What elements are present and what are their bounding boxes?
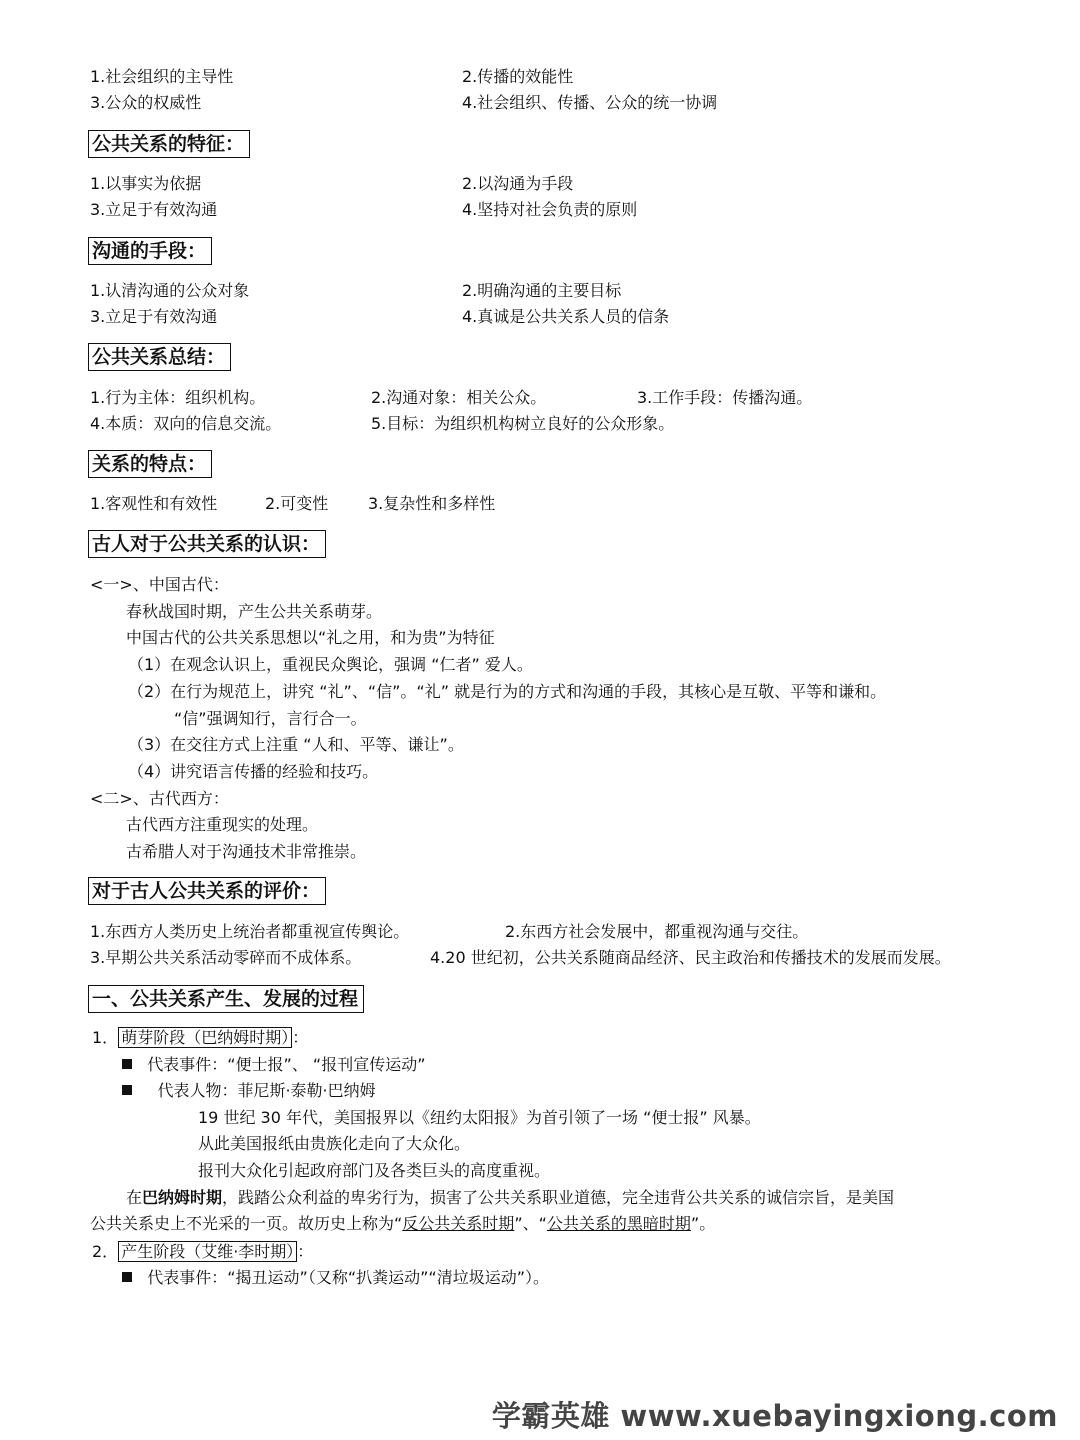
para-text: ，践踏公众利益的卑劣行为，损害了公共关系职业道德，完全违背公共关系的诚信宗旨，是美国 — [222, 1188, 895, 1207]
traits-item-3: 3.复杂性和多样性 — [368, 494, 496, 513]
stage1-bullet — [122, 1055, 426, 1075]
evaluation-item-3: 3.早期公共关系活动零碎而不成体系。 — [90, 948, 362, 967]
summary-item-1: 1.行为主体：组织机构。 — [90, 388, 266, 407]
square-bullet-icon — [122, 1059, 132, 1069]
summary-heading: 公共关系总结： — [88, 343, 231, 371]
features-item-1: 1.以事实为依据 — [90, 174, 202, 193]
ancients-line: （3）在交往方式上注重 “人和、平等、谦让”。 — [128, 735, 464, 754]
intro-item-3: 3.公众的权威性 — [90, 93, 202, 112]
ancients-line: （4）讲究语言传播的经验和技巧。 — [128, 762, 379, 781]
means-heading: 沟通的手段： — [88, 237, 212, 265]
square-bullet-icon — [122, 1272, 132, 1282]
para-text: ”、“ — [514, 1214, 547, 1233]
stage1-sub-line: 从此美国报纸由贵族化走向了大众化。 — [198, 1134, 471, 1153]
intro-item-2: 2.传播的效能性 — [462, 67, 574, 86]
summary-item-2: 2.沟通对象：相关公众。 — [371, 388, 547, 407]
features-item-4: 4.坚持对社会负责的原则 — [462, 200, 638, 219]
ancients-line: <二>、古代西方： — [90, 789, 229, 808]
means-item-3: 3.立足于有效沟通 — [90, 307, 218, 326]
features-item-2: 2.以沟通为手段 — [462, 174, 574, 193]
para-text: ”。 — [690, 1214, 716, 1233]
dark-period: 公共关系的黑暗时期 — [546, 1214, 691, 1233]
summary-item-4: 4.本质：双向的信息交流。 — [90, 414, 282, 433]
ancients-line: <一>、中国古代： — [90, 575, 229, 594]
stage1-bullet — [122, 1081, 376, 1101]
stage2-title: 产生阶段（艾维·李时期） — [118, 1241, 297, 1262]
features-heading: 公共关系的特征： — [88, 130, 250, 158]
means-item-2: 2.明确沟通的主要目标 — [462, 281, 622, 300]
traits-item-1: 1.客观性和有效性 — [90, 494, 218, 513]
stage1-number: 1． — [92, 1028, 119, 1047]
stage2-colon: ： — [297, 1242, 314, 1261]
summary-item-3: 3.工作手段：传播沟通。 — [637, 388, 813, 407]
para-bold: 巴纳姆时期 — [142, 1188, 223, 1207]
evaluation-heading: 对于古人公共关系的评价： — [88, 877, 326, 905]
stage2-bullet — [122, 1268, 549, 1288]
stage2-number: 2． — [92, 1242, 119, 1261]
intro-item-1: 1.社会组织的主导性 — [90, 67, 234, 86]
ancients-line: （2）在行为规范上，讲究 “礼”、“信”。“礼” 就是行为的方式和沟通的手段，其核心是互敬、平等和谦和。 — [128, 682, 887, 701]
stage1-title: 萌芽阶段（巴纳姆时期） — [118, 1027, 292, 1048]
para-text: 公共关系史上不光采的一页。故历史上称为“ — [90, 1214, 403, 1233]
ancients-heading: 古人对于公共关系的认识： — [88, 530, 326, 558]
stage1-bullet1-text: 代表事件：“便士报”、 “报刊宣传运动” — [147, 1055, 426, 1074]
summary-item-5: 5.目标：为组织机构树立良好的公众形象。 — [371, 414, 675, 433]
traits-heading: 关系的特点： — [88, 450, 212, 478]
features-item-3: 3.立足于有效沟通 — [90, 200, 218, 219]
evaluation-item-4: 4.20 世纪初，公共关系随商品经济、民主政治和传播技术的发展而发展。 — [430, 948, 951, 967]
means-item-4: 4.真诚是公共关系人员的信条 — [462, 307, 670, 326]
history-heading: 一、公共关系产生、发展的过程 — [88, 985, 364, 1013]
para-text: 在 — [126, 1188, 143, 1207]
ancients-line: 古希腊人对于沟通技术非常推崇。 — [126, 842, 367, 861]
ancients-line: 古代西方注重现实的处理。 — [126, 815, 319, 834]
square-bullet-icon — [122, 1085, 132, 1095]
means-item-1: 1.认清沟通的公众对象 — [90, 281, 250, 300]
stage2-bullet1-text: 代表事件：“揭丑运动”（又称“扒粪运动”“清垃圾运动”）。 — [147, 1268, 550, 1287]
barnum-paragraph-line1 — [126, 1188, 894, 1208]
ancients-line: 春秋战国时期，产生公共关系萌芽。 — [126, 602, 383, 621]
footer-watermark: 学霸英雄 www.xuebayingxiong.com — [491, 1399, 1058, 1433]
traits-item-2: 2.可变性 — [265, 494, 329, 513]
evaluation-item-2: 2.东西方社会发展中，都重视沟通与交往。 — [505, 922, 809, 941]
stage1-colon: ： — [292, 1028, 309, 1047]
ancients-line: （1）在观念认识上，重视民众舆论，强调 “仁者” 爱人。 — [128, 655, 533, 674]
evaluation-item-1: 1.东西方人类历史上统治者都重视宣传舆论。 — [90, 922, 410, 941]
stage1-line — [92, 1028, 308, 1048]
stage1-bullet2-text: 代表人物：菲尼斯·泰勒·巴纳姆 — [157, 1081, 376, 1100]
anti-pr-period: 反公共关系时期 — [402, 1214, 515, 1233]
ancients-line: “信”强调知行，言行合一。 — [174, 709, 367, 728]
stage1-sub-line: 报刊大众化引起政府部门及各类巨头的高度重视。 — [198, 1161, 551, 1180]
barnum-paragraph-line2 — [90, 1214, 715, 1234]
intro-item-4: 4.社会组织、传播、公众的统一协调 — [462, 93, 718, 112]
stage2-line — [92, 1242, 313, 1262]
stage1-sub-line: 19 世纪 30 年代，美国报界以《纽约太阳报》为首引领了一场 “便士报” 风暴。 — [198, 1108, 761, 1127]
ancients-line: 中国古代的公共关系思想以“礼之用，和为贵”为特征 — [126, 628, 495, 647]
